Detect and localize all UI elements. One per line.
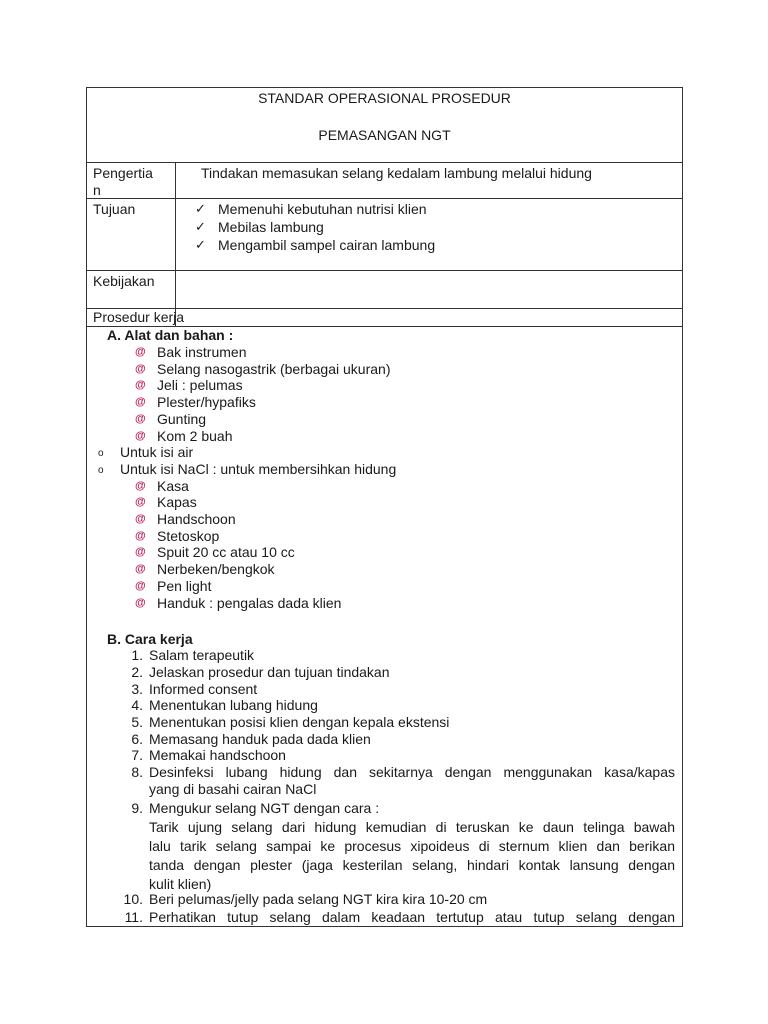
checkmark-icon: ✓ xyxy=(195,219,206,234)
at-sign-bullet-icon: @ xyxy=(135,596,146,609)
step-number: 5. xyxy=(131,714,143,730)
step-number: 3. xyxy=(131,681,143,697)
list-item: Kasa xyxy=(157,477,189,494)
step-text: Memasang handuk pada dada klien xyxy=(149,731,371,747)
column-divider xyxy=(175,162,176,326)
at-sign-bullet-icon: @ xyxy=(135,563,146,576)
list-item: Selang nasogastrik (berbagai ukuran) xyxy=(157,360,391,377)
pengertian-label: Pengertia xyxy=(93,165,153,181)
at-sign-bullet-icon: @ xyxy=(135,412,146,425)
step-text: Menentukan posisi klien dengan kepala ekstensi xyxy=(149,714,450,730)
document-title: STANDAR OPERASIONAL PROSEDUR xyxy=(258,90,511,106)
sub-list-item: Untuk isi NaCl : untuk membersihkan hidung xyxy=(120,460,397,477)
at-sign-bullet-icon: @ xyxy=(135,396,146,409)
list-item: Plester/hypafiks xyxy=(157,394,256,411)
document-subtitle: PEMASANGAN NGT xyxy=(318,127,451,143)
step-number: 8. xyxy=(131,764,143,780)
sop-table xyxy=(86,87,683,927)
list-item: Pen light xyxy=(157,577,212,594)
step-text: Salam terapeutik xyxy=(149,647,255,663)
step-number: 6. xyxy=(131,731,143,747)
list-item: Kom 2 buah xyxy=(157,427,233,444)
row-divider xyxy=(87,270,682,271)
list-item: Kapas xyxy=(157,494,197,511)
circle-bullet-icon: o xyxy=(98,464,104,476)
tujuan-item: Memenuhi kebutuhan nutrisi klien xyxy=(218,201,427,217)
step-number: 9. xyxy=(131,800,143,816)
step-number: 1. xyxy=(131,647,143,663)
list-item: Handschoon xyxy=(157,511,236,527)
list-item: Stetoskop xyxy=(157,527,220,544)
at-sign-bullet-icon: @ xyxy=(135,529,146,542)
step-text: Perhatikan tutup selang dalam keadaan tertutup atau tutup selang dengan xyxy=(149,909,675,925)
step-detail-line: tanda dengan plester (jaga kesterilan selang, hindari kontak lansung dengan xyxy=(149,857,675,873)
at-sign-bullet-icon: @ xyxy=(135,496,146,509)
section-b-heading: B. Cara kerja xyxy=(107,631,193,647)
circle-bullet-icon: o xyxy=(98,448,104,460)
tujuan-item: Mengambil sampel cairan lambung xyxy=(218,237,436,253)
step-detail-line: kulit klien) xyxy=(149,876,212,892)
step-number: 11. xyxy=(124,909,143,925)
step-text: Informed consent xyxy=(149,681,258,697)
kebijakan-label: Kebijakan xyxy=(93,273,155,289)
list-item: Bak instrumen xyxy=(157,344,247,360)
tujuan-item: Mebilas lambung xyxy=(218,219,324,235)
step-number: 10. xyxy=(123,891,143,907)
at-sign-bullet-icon: @ xyxy=(135,513,146,525)
step-number: 4. xyxy=(131,697,143,713)
at-sign-bullet-icon: @ xyxy=(135,362,146,375)
at-sign-bullet-icon: @ xyxy=(135,579,146,592)
step-text-cont: yang di basahi cairan NaCl xyxy=(149,781,317,797)
pengertian-text: Tindakan memasukan selang kedalam lambung melalui hidung xyxy=(201,165,592,181)
checkmark-icon: ✓ xyxy=(195,201,206,216)
at-sign-bullet-icon: @ xyxy=(135,479,146,492)
list-item: Nerbeken/bengkok xyxy=(157,561,275,578)
sub-list-item: Untuk isi air xyxy=(120,444,194,461)
step-number: 2. xyxy=(131,664,143,680)
pengertian-label-cont: n xyxy=(93,182,101,198)
section-a-heading: A. Alat dan bahan : xyxy=(107,327,234,343)
row-divider xyxy=(87,198,682,199)
step-detail-line: lalu tarik selang sampai ke procesus xipoideus di sternum klien dan berikan xyxy=(149,838,675,854)
checkmark-icon: ✓ xyxy=(195,237,206,252)
step-text: Beri pelumas/jelly pada selang NGT kira kira 10-20 cm xyxy=(149,891,488,907)
list-item: Handuk : pengalas dada klien xyxy=(157,594,342,611)
step-text: Memakai handschoon xyxy=(149,747,286,763)
step-text: Jelaskan prosedur dan tujuan tindakan xyxy=(149,664,390,680)
list-item: Jeli : pelumas xyxy=(157,377,243,394)
step-number: 7. xyxy=(131,747,143,763)
at-sign-bullet-icon: @ xyxy=(135,379,146,392)
step-text: Desinfeksi lubang hidung dan sekitarnya dengan menggunakan kasa/kapas xyxy=(149,764,675,780)
row-divider xyxy=(87,162,682,163)
list-item: Gunting xyxy=(157,410,207,427)
at-sign-bullet-icon: @ xyxy=(135,429,146,442)
at-sign-bullet-icon: @ xyxy=(135,346,146,358)
tujuan-label: Tujuan xyxy=(93,201,136,217)
list-item: Spuit 20 cc atau 10 cc xyxy=(157,544,295,561)
step-text: Menentukan lubang hidung xyxy=(149,697,318,713)
step-detail-line: Tarik ujung selang dari hidung kemudian di teruskan ke daun telinga bawah xyxy=(149,819,675,835)
prosedur-label: Prosedur kerja xyxy=(93,309,185,325)
at-sign-bullet-icon: @ xyxy=(135,546,146,559)
step-text: Mengukur selang NGT dengan cara : xyxy=(149,800,380,816)
